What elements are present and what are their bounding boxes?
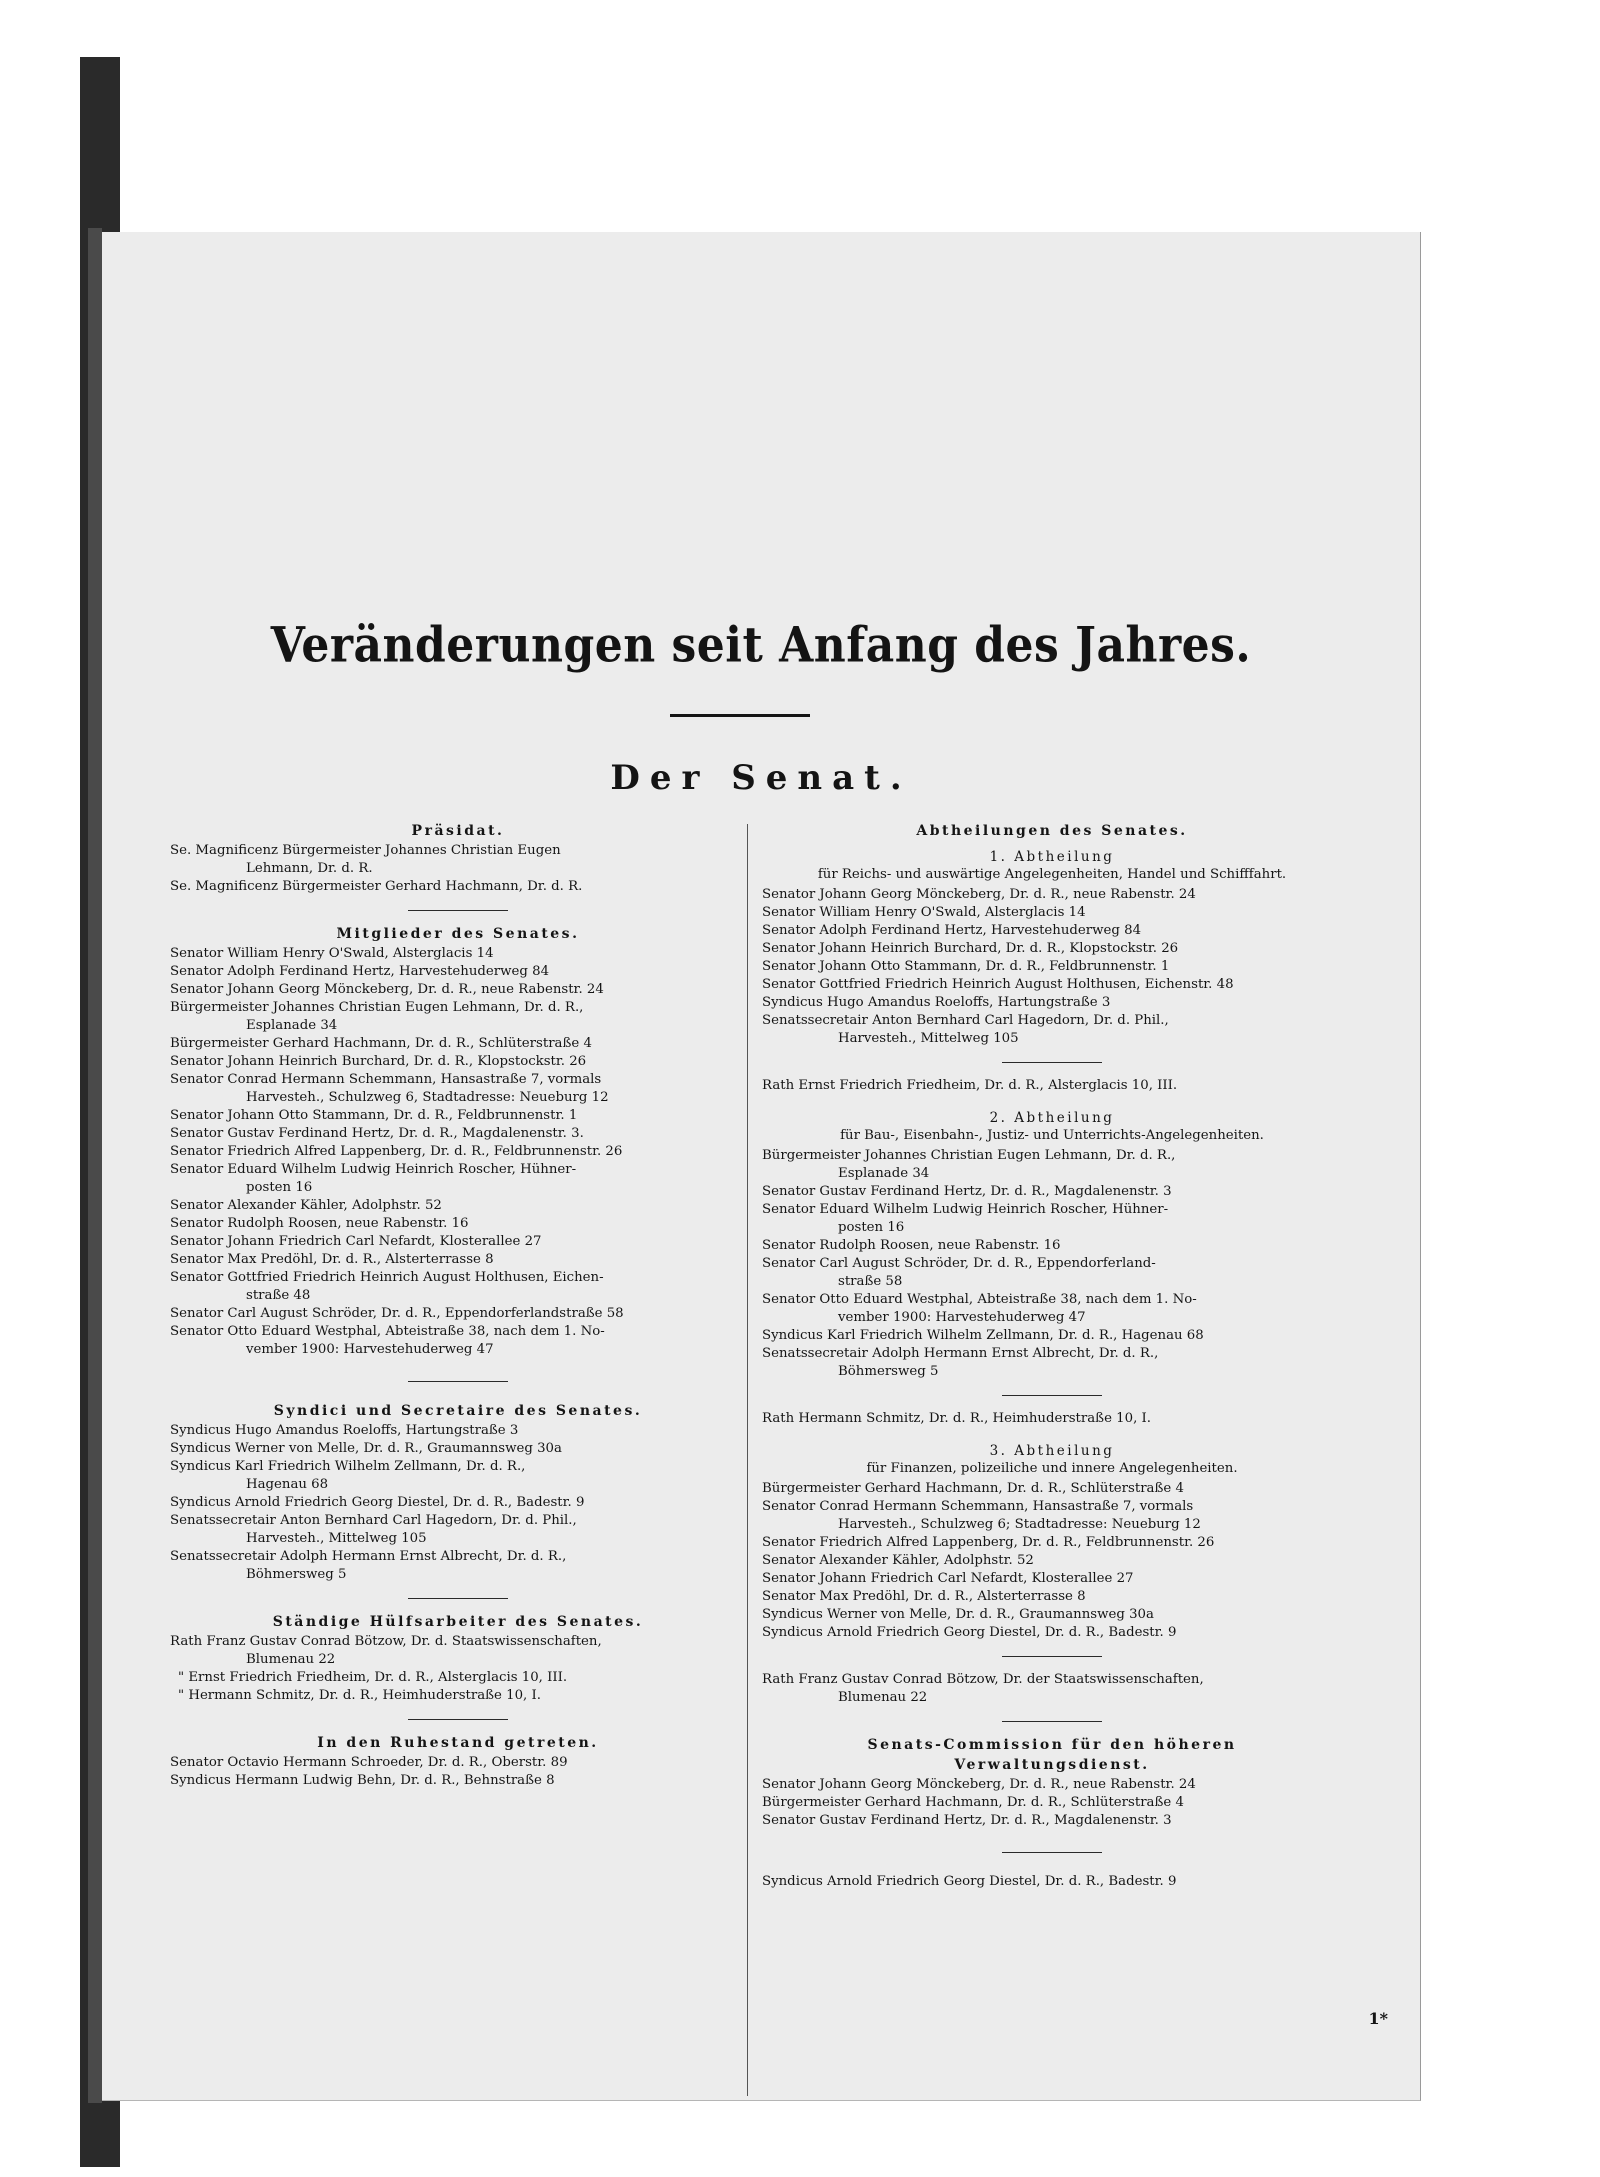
- list-item: Senator Gustav Ferdinand Hertz, Dr. d. R., Magdalenenstr. 3: [762, 1813, 1172, 1828]
- list-item: Syndicus Werner von Melle, Dr. d. R., Graumannsweg 30a: [170, 1441, 562, 1456]
- list-item: Bürgermeister Gerhard Hachmann, Dr. d. R., Schlüterstraße 4: [762, 1481, 1184, 1496]
- heading-praesidat: Präsidat.: [411, 823, 505, 839]
- list-item: Senator Carl August Schröder, Dr. d. R., Eppendorferland-: [762, 1256, 1156, 1271]
- list-item: Senator Carl August Schröder, Dr. d. R., Eppendorferlandstraße 58: [170, 1306, 624, 1321]
- list-item: Senator Eduard Wilhelm Ludwig Heinrich Roscher, Hühner-: [170, 1162, 577, 1177]
- list-item: Bürgermeister Gerhard Hachmann, Dr. d. R., Schlüterstraße 4: [170, 1036, 592, 1051]
- list-item: Senator Otto Eduard Westphal, Abteistraße 38, nach dem 1. No-: [762, 1292, 1197, 1307]
- list-item: Senator Gustav Ferdinand Hertz, Dr. d. R., Magdalenenstr. 3: [762, 1184, 1172, 1199]
- list-item-continuation: vember 1900: Harvestehuderweg 47: [246, 1342, 494, 1357]
- list-item: Senator Gottfried Friedrich Heinrich August Holthusen, Eichenstr. 48: [762, 977, 1234, 992]
- list-item: Senatssecretair Anton Bernhard Carl Hagedorn, Dr. d. Phil.,: [170, 1513, 577, 1528]
- list-item: Senator Otto Eduard Westphal, Abteistraße 38, nach dem 1. No-: [170, 1324, 605, 1339]
- abtheilung-2-title: 2. Abtheilung: [989, 1110, 1115, 1126]
- list-item: Syndicus Arnold Friedrich Georg Diestel, Dr. d. R., Badestr. 9: [762, 1874, 1177, 1889]
- list-item: Senator Alexander Kähler, Adolphstr. 52: [170, 1198, 442, 1213]
- list-item-continuation: posten 16: [838, 1220, 905, 1235]
- list-item: Senatssecretair Adolph Hermann Ernst Albrecht, Dr. d. R.,: [170, 1549, 567, 1564]
- list-item: Senator Gottfried Friedrich Heinrich August Holthusen, Eichen-: [170, 1270, 604, 1285]
- list-item-continuation: posten 16: [246, 1180, 313, 1195]
- list-item: Syndicus Arnold Friedrich Georg Diestel, Dr. d. R., Badestr. 9: [170, 1495, 585, 1510]
- list-item: Senator Rudolph Roosen, neue Rabenstr. 16: [170, 1216, 469, 1231]
- list-item: Senator Gustav Ferdinand Hertz, Dr. d. R., Magdalenenstr. 3.: [170, 1126, 584, 1141]
- list-item: Bürgermeister Johannes Christian Eugen Lehmann, Dr. d. R.,: [170, 1000, 584, 1015]
- list-item: Senator Alexander Kähler, Adolphstr. 52: [762, 1553, 1034, 1568]
- list-item-continuation: Harvesteh., Mittelweg 105: [246, 1531, 427, 1546]
- rath-entry: Rath Hermann Schmitz, Dr. d. R., Heimhuderstraße 10, I.: [762, 1411, 1152, 1426]
- heading-mitglieder: Mitglieder des Senates.: [336, 926, 580, 942]
- abtheilung-1-title: 1. Abtheilung: [989, 849, 1115, 865]
- list-item: Senator Friedrich Alfred Lappenberg, Dr. d. R., Feldbrunnenstr. 26: [170, 1144, 623, 1159]
- column-divider: [747, 824, 748, 2096]
- list-item-continuation: Harvesteh., Schulzweg 6, Stadtadresse: Neueburg 12: [246, 1090, 609, 1105]
- list-item: Se. Magnificenz Bürgermeister Gerhard Hachmann, Dr. d. R.: [170, 879, 583, 894]
- separator-rule: [408, 910, 508, 911]
- separator-rule: [408, 1598, 508, 1599]
- list-item: Senator Rudolph Roosen, neue Rabenstr. 16: [762, 1238, 1061, 1253]
- list-item-continuation: Böhmersweg 5: [838, 1364, 939, 1379]
- heading-syndici: Syndici und Secretaire des Senates.: [273, 1403, 643, 1419]
- separator-rule: [1002, 1395, 1102, 1396]
- right-column: [762, 812, 1342, 1891]
- list-item: Bürgermeister Gerhard Hachmann, Dr. d. R., Schlüterstraße 4: [762, 1795, 1184, 1810]
- list-item: Senator Adolph Ferdinand Hertz, Harvestehuderweg 84: [170, 964, 550, 979]
- list-item-continuation: Böhmersweg 5: [246, 1567, 347, 1582]
- heading-ruhestand: In den Ruhestand getreten.: [317, 1735, 599, 1751]
- list-item-continuation: Harvesteh., Mittelweg 105: [838, 1031, 1019, 1046]
- list-item: Senatssecretair Adolph Hermann Ernst Albrecht, Dr. d. R.,: [762, 1346, 1159, 1361]
- heading-commission-line2: Verwaltungsdienst.: [954, 1757, 1150, 1773]
- list-item: Syndicus Hugo Amandus Roeloffs, Hartungstraße 3: [762, 995, 1111, 1010]
- list-item: Senator Conrad Hermann Schemmann, Hansastraße 7, vormals: [762, 1499, 1194, 1514]
- abtheilung-1-description: für Reichs- und auswärtige Angelegenheiten, Handel und Schifffahrt.: [817, 867, 1287, 882]
- list-item: Syndicus Werner von Melle, Dr. d. R., Graumannsweg 30a: [762, 1607, 1154, 1622]
- list-item: Se. Magnificenz Bürgermeister Johannes Christian Eugen: [170, 843, 561, 858]
- list-item: Senator Johann Georg Mönckeberg, Dr. d. R., neue Rabenstr. 24: [762, 1777, 1196, 1792]
- list-item: Senator Johann Heinrich Burchard, Dr. d. R., Klopstockstr. 26: [762, 941, 1179, 956]
- list-item-continuation: vember 1900: Harvestehuderweg 47: [838, 1310, 1086, 1325]
- list-item: Senator Johann Georg Mönckeberg, Dr. d. R., neue Rabenstr. 24: [762, 887, 1196, 902]
- list-item: Senator Max Predöhl, Dr. d. R., Alsterterrasse 8: [762, 1589, 1086, 1604]
- list-item: Senator Johann Otto Stammann, Dr. d. R., Feldbrunnenstr. 1: [170, 1108, 578, 1123]
- abtheilung-2-description: für Bau-, Eisenbahn-, Justiz- und Unterrichts-Angelegenheiten.: [840, 1128, 1264, 1143]
- separator-rule: [1002, 1852, 1102, 1853]
- rath-entry: Rath Franz Gustav Conrad Bötzow, Dr. der Staatswissenschaften,: [762, 1672, 1204, 1687]
- heading-huelfsarbeiter: Ständige Hülfsarbeiter des Senates.: [272, 1614, 644, 1630]
- section-heading-senat: Der Senat.: [610, 758, 912, 798]
- title-rule: [670, 714, 810, 717]
- list-item: Senator Eduard Wilhelm Ludwig Heinrich Roscher, Hühner-: [762, 1202, 1169, 1217]
- list-item: Senator William Henry O'Swald, Alsterglacis 14: [762, 905, 1086, 920]
- page-gutter-shadow: [88, 228, 102, 2103]
- list-item: Senator Octavio Hermann Schroeder, Dr. d. R., Oberstr. 89: [170, 1755, 568, 1770]
- list-item: Senator Johann Otto Stammann, Dr. d. R., Feldbrunnenstr. 1: [762, 959, 1170, 974]
- list-item: Bürgermeister Johannes Christian Eugen Lehmann, Dr. d. R.,: [762, 1148, 1176, 1163]
- heading-abtheilungen: Abtheilungen des Senates.: [916, 823, 1188, 839]
- separator-rule: [1002, 1721, 1102, 1722]
- list-item-continuation: Esplanade 34: [838, 1166, 930, 1181]
- list-item-continuation: Lehmann, Dr. d. R.: [246, 861, 373, 876]
- list-item: Senator Friedrich Alfred Lappenberg, Dr. d. R., Feldbrunnenstr. 26: [762, 1535, 1215, 1550]
- abtheilung-3-description: für Finanzen, polizeiliche und innere Angelegenheiten.: [866, 1461, 1238, 1476]
- separator-rule: [408, 1719, 508, 1720]
- list-item-continuation: straße 48: [246, 1288, 311, 1303]
- abtheilung-3-title: 3. Abtheilung: [989, 1443, 1115, 1459]
- list-item: " Ernst Friedrich Friedheim, Dr. d. R., Alsterglacis 10, III.: [178, 1670, 568, 1685]
- list-item: Senator Johann Friedrich Carl Nefardt, Klosterallee 27: [762, 1571, 1134, 1586]
- list-item: Senator William Henry O'Swald, Alsterglacis 14: [170, 946, 494, 961]
- list-item: Senator Johann Heinrich Burchard, Dr. d. R., Klopstockstr. 26: [170, 1054, 587, 1069]
- document-page: [102, 232, 1421, 2101]
- separator-rule: [1002, 1062, 1102, 1063]
- heading-commission-line1: Senats-Commission für den höheren: [867, 1737, 1237, 1753]
- list-item: Syndicus Arnold Friedrich Georg Diestel, Dr. d. R., Badestr. 9: [762, 1625, 1177, 1640]
- separator-rule: [1002, 1656, 1102, 1657]
- list-item-continuation: Blumenau 22: [246, 1652, 336, 1667]
- list-item-continuation: straße 58: [838, 1274, 903, 1289]
- list-item: " Hermann Schmitz, Dr. d. R., Heimhuderstraße 10, I.: [178, 1688, 541, 1703]
- list-item-continuation: Hagenau 68: [246, 1477, 329, 1492]
- left-column: [170, 812, 746, 1790]
- page-title: Veränderungen seit Anfang des Jahres.: [270, 617, 1252, 674]
- list-item: Senator Conrad Hermann Schemmann, Hansastraße 7, vormals: [170, 1072, 602, 1087]
- list-item: Senatssecretair Anton Bernhard Carl Hagedorn, Dr. d. Phil.,: [762, 1013, 1169, 1028]
- list-item: Syndicus Karl Friedrich Wilhelm Zellmann, Dr. d. R.,: [170, 1459, 526, 1474]
- list-item: Syndicus Karl Friedrich Wilhelm Zellmann, Dr. d. R., Hagenau 68: [762, 1328, 1204, 1343]
- rath-entry-continuation: Blumenau 22: [838, 1690, 928, 1705]
- separator-rule: [408, 1381, 508, 1382]
- list-item: Senator Johann Friedrich Carl Nefardt, Klosterallee 27: [170, 1234, 542, 1249]
- list-item: Syndicus Hermann Ludwig Behn, Dr. d. R., Behnstraße 8: [170, 1773, 555, 1788]
- list-item: Senator Johann Georg Mönckeberg, Dr. d. R., neue Rabenstr. 24: [170, 982, 604, 997]
- list-item: Syndicus Hugo Amandus Roeloffs, Hartungstraße 3: [170, 1423, 519, 1438]
- list-item: Senator Max Predöhl, Dr. d. R., Alsterterrasse 8: [170, 1252, 494, 1267]
- list-item-continuation: Esplanade 34: [246, 1018, 338, 1033]
- list-item: Senator Adolph Ferdinand Hertz, Harvestehuderweg 84: [762, 923, 1142, 938]
- list-item: Rath Franz Gustav Conrad Bötzow, Dr. d. Staatswissenschaften,: [170, 1634, 602, 1649]
- page-number: 1*: [1368, 2009, 1388, 2028]
- rath-entry: Rath Ernst Friedrich Friedheim, Dr. d. R., Alsterglacis 10, III.: [762, 1078, 1178, 1093]
- list-item-continuation: Harvesteh., Schulzweg 6; Stadtadresse: Neueburg 12: [838, 1517, 1201, 1532]
